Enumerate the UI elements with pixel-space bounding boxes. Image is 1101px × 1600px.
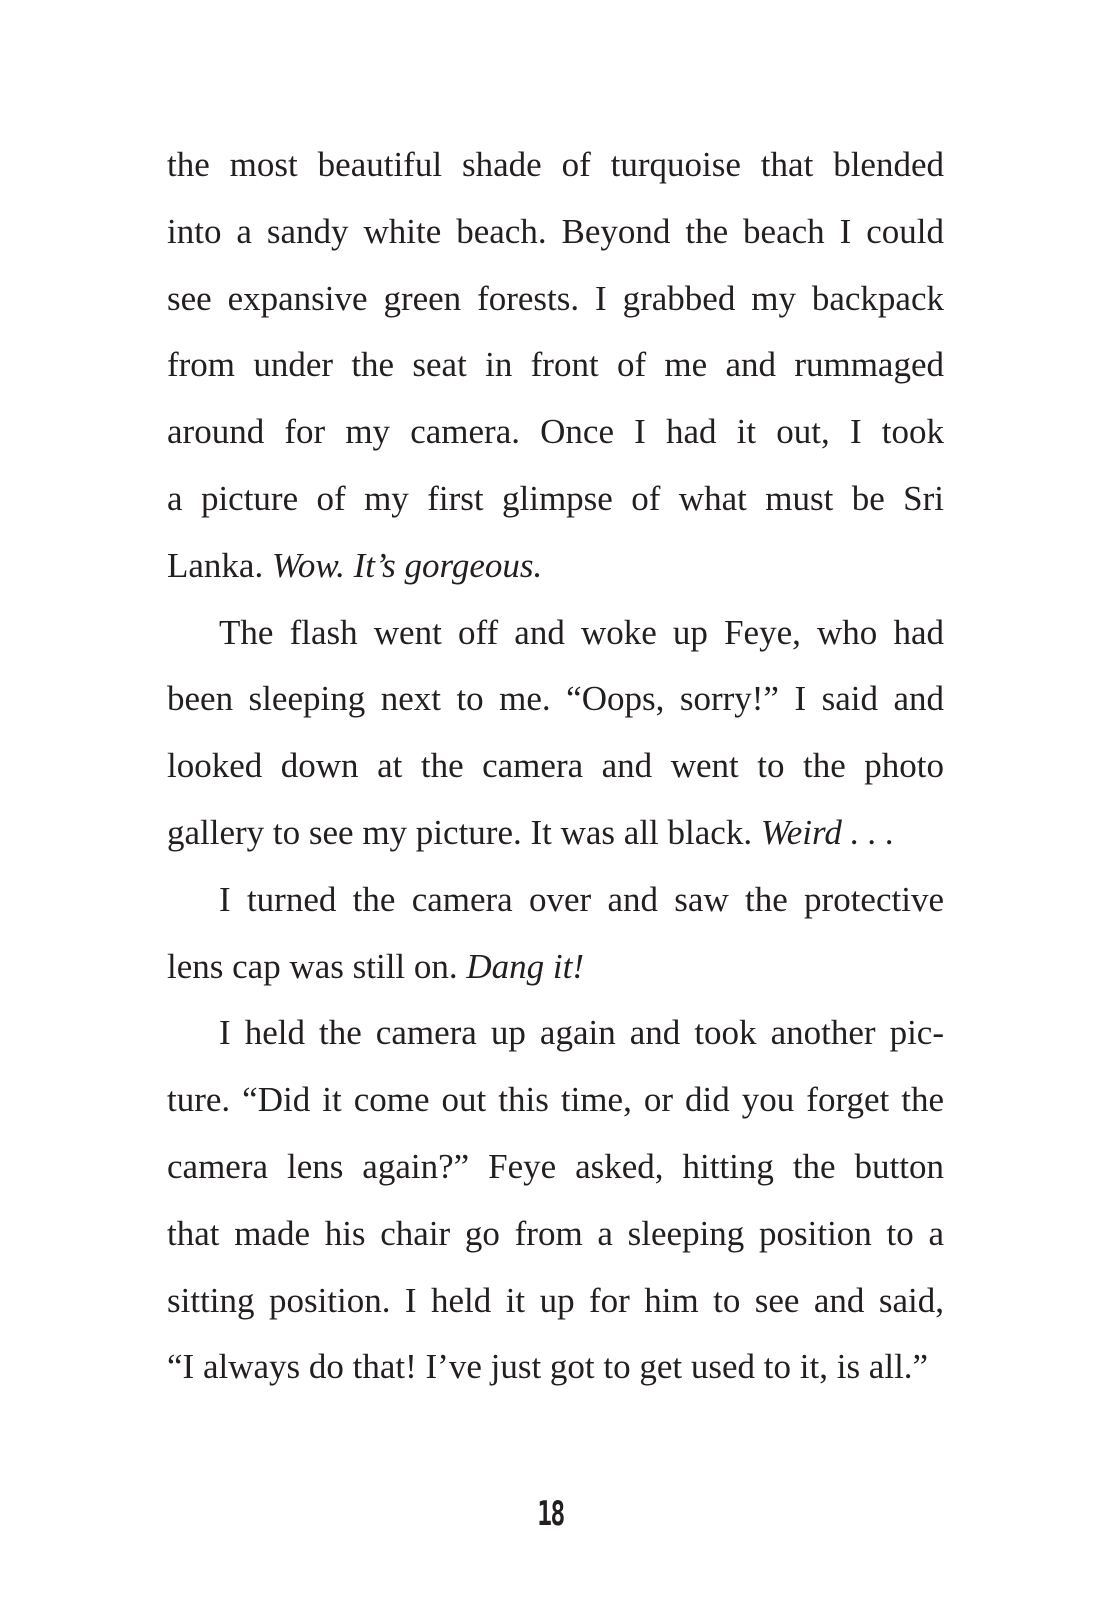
body-text	[167, 132, 944, 1401]
text-line	[167, 934, 944, 1001]
text-line	[167, 266, 944, 333]
text-run: Lanka.	[167, 545, 272, 585]
italic-text: Dang it!	[466, 946, 585, 986]
text-run: around for my camera. Once I had it out, I took	[167, 412, 944, 452]
text-run: a picture of my first glimpse of what must be Sri	[167, 478, 944, 518]
paragraph	[167, 132, 944, 600]
text-line	[167, 199, 944, 266]
text-line	[167, 399, 944, 466]
text-run: I turned the camera over and saw the protective	[219, 879, 944, 919]
text-run: that made his chair go from a sleeping position to a	[167, 1213, 944, 1253]
paragraph	[167, 1000, 944, 1401]
page-number: 18	[537, 1494, 564, 1534]
text-line	[167, 867, 944, 934]
italic-text: Wow. It’s gorgeous.	[271, 545, 543, 585]
text-run: sitting position. I held it up for him to see and said,	[167, 1280, 944, 1320]
text-run: lens cap was still on.	[167, 946, 467, 986]
text-line	[167, 132, 944, 199]
text-line	[167, 600, 944, 667]
text-run: camera lens again?” Feye asked, hitting the button	[167, 1146, 944, 1186]
text-line	[167, 1000, 944, 1067]
text-run: the most beautiful shade of turquoise that blended	[167, 145, 944, 184]
text-run: gallery to see my picture. It was all black.	[167, 812, 761, 852]
text-run: from under the seat in front of me and rummaged	[167, 345, 944, 385]
text-run: I held the camera up again and took another pic-	[219, 1013, 944, 1053]
text-line	[167, 666, 944, 733]
text-run: looked down at the camera and went to the photo	[167, 746, 944, 786]
text-run: see expansive green forests. I grabbed my backpack	[167, 278, 944, 318]
text-line	[167, 1334, 944, 1401]
text-run: ture. “Did it come out this time, or did you forget the	[167, 1080, 944, 1120]
paragraph	[167, 600, 944, 867]
text-line	[167, 332, 944, 399]
text-line	[167, 533, 944, 600]
text-line	[167, 466, 944, 533]
text-line	[167, 1067, 944, 1134]
text-line	[167, 1201, 944, 1268]
paragraph	[167, 867, 944, 1001]
text-run: into a sandy white beach. Beyond the beach I could	[167, 211, 944, 251]
text-line	[167, 1268, 944, 1335]
text-line	[167, 800, 944, 867]
text-run: been sleeping next to me. “Oops, sorry!” I said and	[167, 679, 944, 719]
text-line	[167, 733, 944, 800]
italic-text: Weird . . .	[760, 812, 895, 852]
text-run: “I always do that! I’ve just got to get used to it, is all.”	[167, 1347, 929, 1387]
text-line	[167, 1134, 944, 1201]
text-run: The flash went off and woke up Feye, who had	[219, 612, 944, 652]
